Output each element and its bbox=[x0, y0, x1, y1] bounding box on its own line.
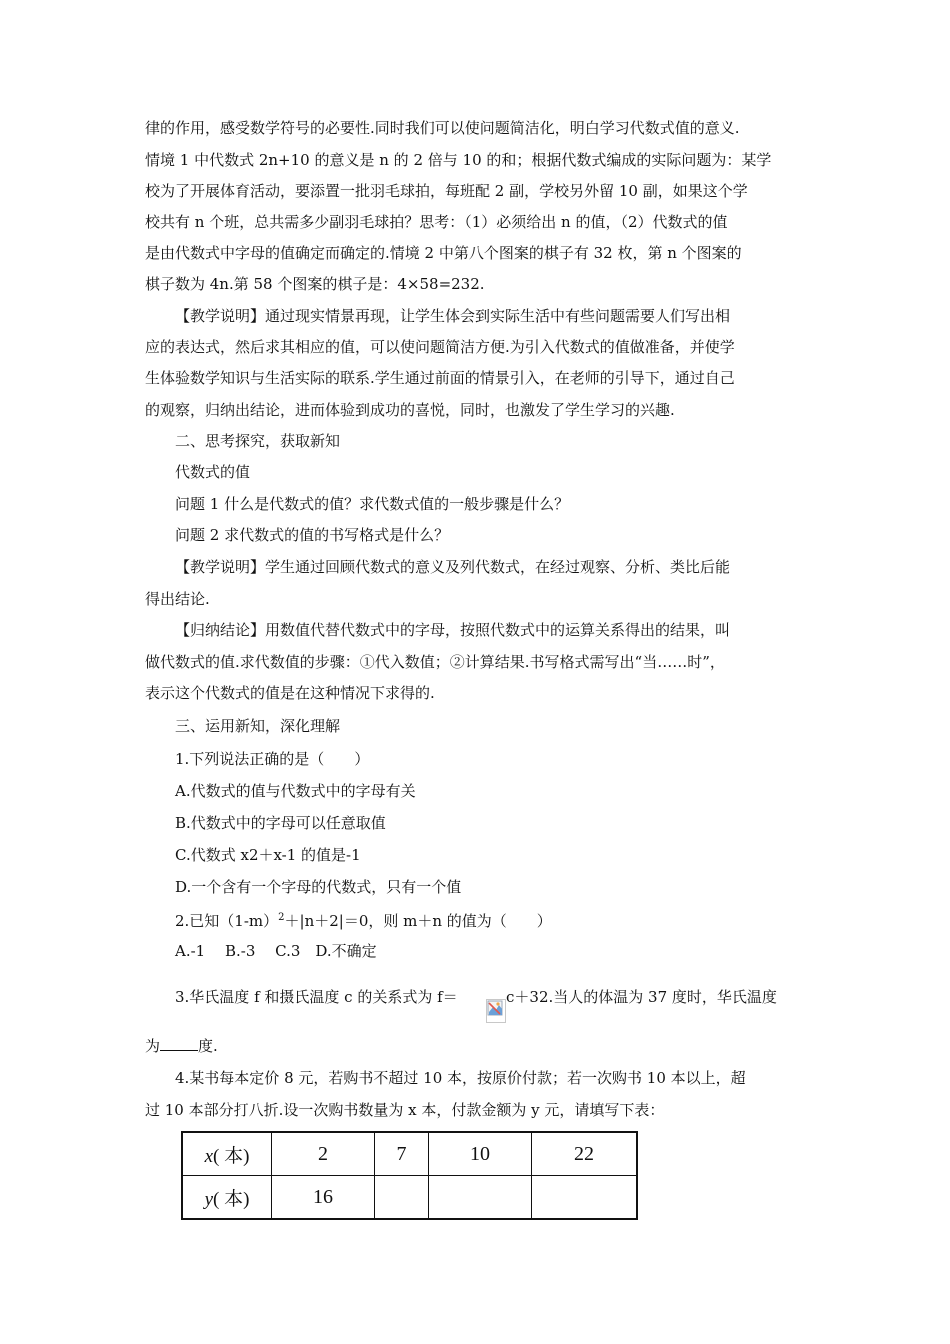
broken-image-icon bbox=[486, 999, 506, 1023]
exercise-options: A.-1 B.-3 C.3 D.不确定 bbox=[175, 942, 377, 960]
question-text: ＋|n＋2|＝0，则 m＋n 的值为（ ） bbox=[284, 912, 552, 930]
exponent: 2 bbox=[278, 912, 285, 923]
exercise-option: C.代数式 x2＋x-1 的值是-1 bbox=[175, 846, 361, 864]
exercise-option: B.代数式中的字母可以任意取值 bbox=[175, 814, 386, 832]
row-header-y: y( 本) bbox=[182, 1176, 272, 1220]
table-cell-blank[interactable] bbox=[531, 1176, 637, 1220]
paragraph-line: 律的作用，感受数学符号的必要性.同时我们可以使问题简洁化，明白学习代数式值的意义. bbox=[145, 119, 740, 137]
table-cell: 16 bbox=[272, 1176, 375, 1220]
exercise-question-continued: c＋32.当人的体温为 37 度时，华氏温度 bbox=[506, 988, 777, 1006]
section-heading: 二、思考探究，获取新知 bbox=[175, 432, 341, 450]
table-row bbox=[182, 1176, 637, 1220]
question-line: 问题 2 求代数式的值的书写格式是什么？ bbox=[175, 526, 450, 544]
question-line: 问题 1 什么是代数式的值？求代数式值的一般步骤是什么？ bbox=[175, 495, 570, 513]
teaching-note-line: 【教学说明】通过现实情景再现，让学生体会到实际生活中有些问题需要人们写出相 bbox=[175, 307, 731, 325]
paragraph-line: 表示这个代数式的值是在这种情况下求得的. bbox=[145, 684, 435, 702]
subsection-heading: 代数式的值 bbox=[175, 463, 251, 481]
question-text: 2.已知（1-m） bbox=[175, 912, 279, 930]
answer-prefix: 为 bbox=[145, 1037, 161, 1055]
table-row bbox=[182, 1132, 637, 1176]
section-heading: 三、运用新知，深化理解 bbox=[175, 717, 341, 735]
exercise-option: A.代数式的值与代数式中的字母有关 bbox=[175, 782, 416, 800]
paragraph-line: 的观察，归纳出结论，进而体验到成功的喜悦，同时，也激发了学生学习的兴趣. bbox=[145, 401, 675, 419]
paragraph-line: 过 10 本部分打八折.设一次购书数量为 x 本，付款金额为 y 元，请填写下表： bbox=[145, 1101, 665, 1119]
paragraph-line: 校共有 n 个班，总共需多少副羽毛球拍？思考：（1）必须给出 n 的值，（2）代数式的值 bbox=[145, 213, 728, 231]
paragraph-line: 得出结论. bbox=[145, 590, 210, 608]
paragraph-line: 棋子数为 4n.第 58 个图案的棋子是：4×58=232. bbox=[145, 275, 485, 293]
table-cell: 10 bbox=[428, 1132, 531, 1176]
paragraph-line: 情境 1 中代数式 2n+10 的意义是 n 的 2 倍与 10 的和；根据代数式编成的实际问题为：某学 bbox=[145, 151, 772, 169]
paragraph-line: 是由代数式中字母的值确定而确定的.情境 2 中第八个图案的棋子有 32 枚，第 n 个图案的 bbox=[145, 244, 742, 262]
fill-in-table bbox=[181, 1131, 638, 1220]
paragraph-line: 校为了开展体育活动，要添置一批羽毛球拍，每班配 2 副，学校另外留 10 副，如果这个学 bbox=[145, 182, 748, 200]
table-cell: 7 bbox=[375, 1132, 429, 1176]
conclusion-line: 【归纳结论】用数值代替代数式中的字母，按照代数式中的运算关系得出的结果，叫 bbox=[175, 621, 731, 639]
row-header-x: x( 本) bbox=[182, 1132, 272, 1176]
answer-line bbox=[145, 1036, 218, 1056]
table-cell: 2 bbox=[272, 1132, 375, 1176]
answer-blank[interactable] bbox=[160, 1036, 198, 1051]
table-cell-blank[interactable] bbox=[428, 1176, 531, 1220]
paragraph-line: 做代数式的值.求代数值的步骤：①代入数值；②计算结果.书写格式需写出“当……时”， bbox=[145, 653, 725, 671]
table-cell-blank[interactable] bbox=[375, 1176, 429, 1220]
exercise-question: 3.华氏温度 f 和摄氏温度 c 的关系式为 f＝ bbox=[175, 988, 458, 1006]
exercise-question: 4.某书每本定价 8 元，若购书不超过 10 本，按原价付款；若一次购书 10 本以上，超 bbox=[175, 1069, 746, 1087]
paragraph-line: 生体验数学知识与生活实际的联系.学生通过前面的情景引入，在老师的引导下，通过自己 bbox=[145, 369, 735, 387]
answer-suffix: 度. bbox=[198, 1037, 218, 1055]
teaching-note-line: 【教学说明】学生通过回顾代数式的意义及列代数式，在经过观察、分析、类比后能 bbox=[175, 558, 731, 576]
exercise-option: D.一个含有一个字母的代数式，只有一个值 bbox=[175, 878, 462, 896]
exercise-question bbox=[175, 908, 552, 931]
exercise-question: 1.下列说法正确的是（ ） bbox=[175, 750, 370, 768]
paragraph-line: 应的表达式，然后求其相应的值，可以使问题简洁方便.为引入代数式的值做准备，并使学 bbox=[145, 338, 735, 356]
table-cell: 22 bbox=[531, 1132, 637, 1176]
